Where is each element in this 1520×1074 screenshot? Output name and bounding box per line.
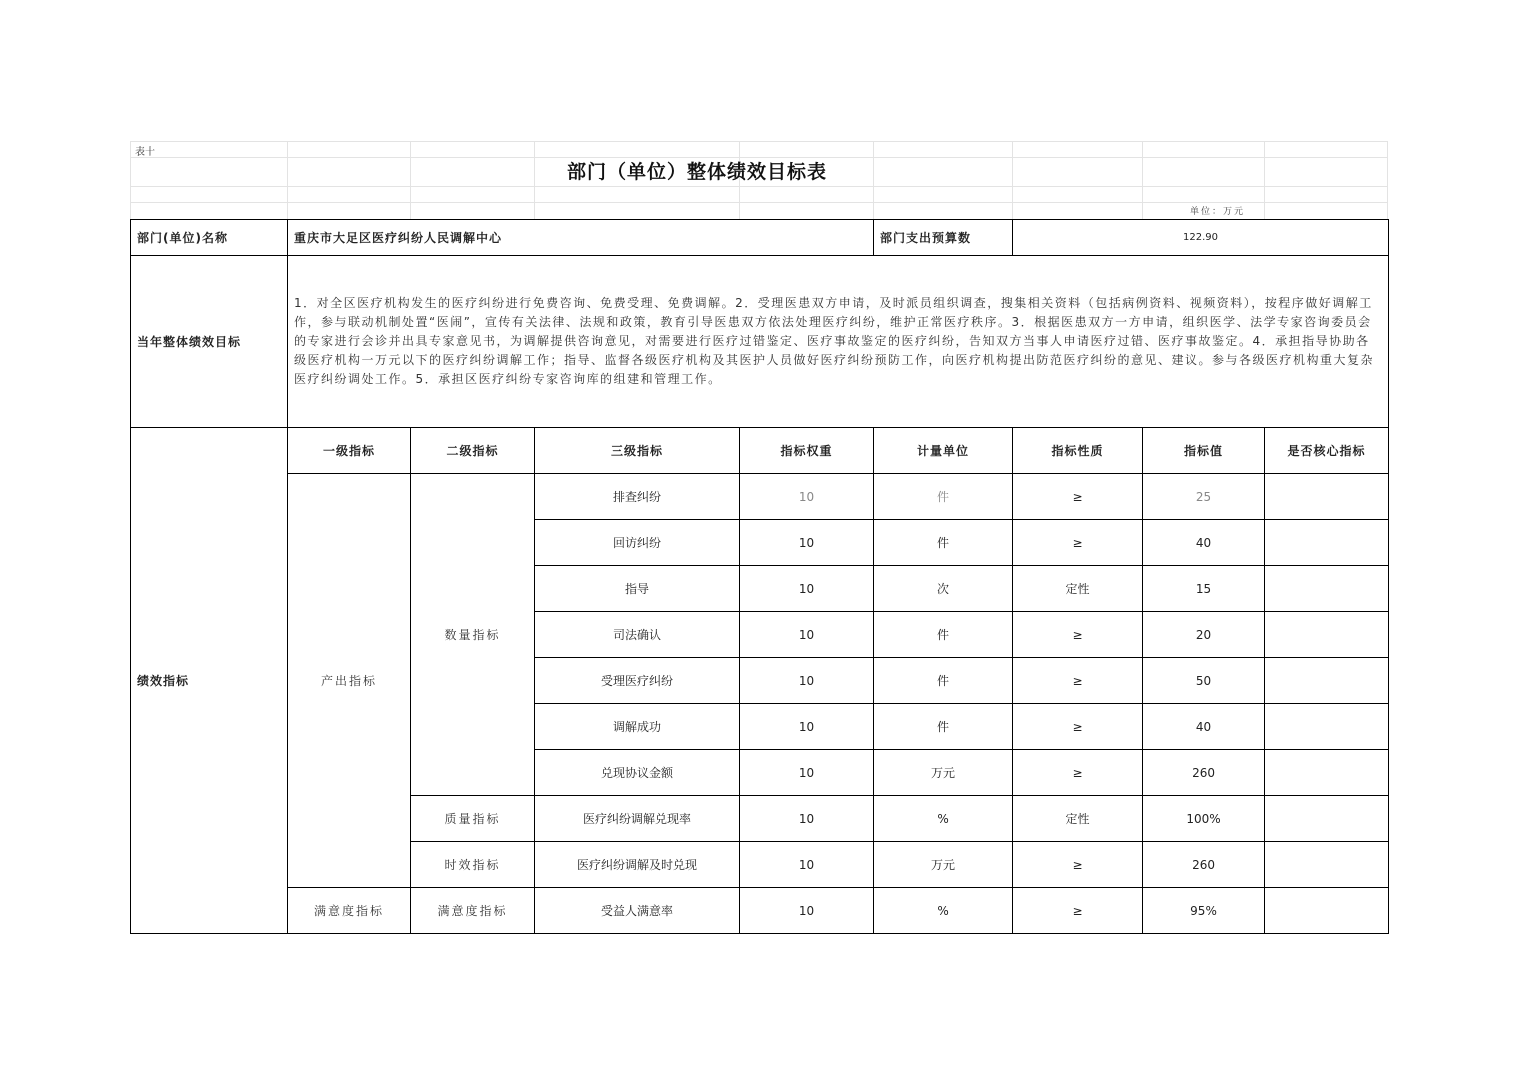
row-value: 260	[1143, 750, 1265, 796]
row-unit: 件	[874, 474, 1013, 520]
row-nature: ≥	[1013, 842, 1143, 888]
row-weight: 10	[740, 658, 874, 704]
row-core	[1265, 520, 1389, 566]
row-weight: 10	[740, 474, 874, 520]
dept-name-value: 重庆市大足区医疗纠纷人民调解中心	[288, 220, 874, 256]
row-weight: 10	[740, 750, 874, 796]
row-unit: 万元	[874, 842, 1013, 888]
row-name: 回访纠纷	[535, 520, 740, 566]
row-unit: %	[874, 796, 1013, 842]
row-value: 20	[1143, 612, 1265, 658]
header-value: 指标值	[1143, 428, 1265, 474]
row-value: 40	[1143, 520, 1265, 566]
row-value: 100%	[1143, 796, 1265, 842]
row-weight: 10	[740, 796, 874, 842]
row-name: 受益人满意率	[535, 888, 740, 934]
row-nature: 定性	[1013, 796, 1143, 842]
level2-timeliness: 时效指标	[411, 842, 535, 888]
row-unit: 万元	[874, 750, 1013, 796]
row-nature: ≥	[1013, 658, 1143, 704]
level1-satisfaction: 满意度指标	[288, 888, 411, 934]
info-row	[131, 220, 1389, 256]
row-core	[1265, 750, 1389, 796]
dept-name-label: 部门(单位)名称	[131, 220, 288, 256]
row-value: 40	[1143, 704, 1265, 750]
row-name: 排查纠纷	[535, 474, 740, 520]
row-value: 25	[1143, 474, 1265, 520]
row-nature: ≥	[1013, 474, 1143, 520]
table-row	[131, 474, 1389, 520]
row-unit: 件	[874, 520, 1013, 566]
row-name: 医疗纠纷调解兑现率	[535, 796, 740, 842]
header-level3: 三级指标	[535, 428, 740, 474]
goal-row	[131, 256, 1389, 428]
row-weight: 10	[740, 566, 874, 612]
row-value: 50	[1143, 658, 1265, 704]
row-core	[1265, 888, 1389, 934]
header-level2: 二级指标	[411, 428, 535, 474]
row-name: 司法确认	[535, 612, 740, 658]
sheet-header-area	[130, 141, 1388, 219]
row-name: 医疗纠纷调解及时兑现	[535, 842, 740, 888]
goal-label: 当年整体绩效目标	[131, 256, 288, 428]
header-core: 是否核心指标	[1265, 428, 1389, 474]
budget-label: 部门支出预算数	[874, 220, 1013, 256]
row-nature: ≥	[1013, 750, 1143, 796]
level2-satisfaction: 满意度指标	[411, 888, 535, 934]
performance-sheet	[130, 141, 1388, 918]
level1-output: 产出指标	[288, 474, 411, 888]
row-value: 95%	[1143, 888, 1265, 934]
perf-label: 绩效指标	[131, 428, 288, 934]
row-value: 260	[1143, 842, 1265, 888]
row-unit: 件	[874, 704, 1013, 750]
level2-quantity: 数量指标	[411, 474, 535, 796]
header-unit: 计量单位	[874, 428, 1013, 474]
level2-quality: 质量指标	[411, 796, 535, 842]
header-level1: 一级指标	[288, 428, 411, 474]
row-nature: 定性	[1013, 566, 1143, 612]
row-core	[1265, 612, 1389, 658]
row-nature: ≥	[1013, 612, 1143, 658]
row-core	[1265, 474, 1389, 520]
goal-text: 1．对全区医疗机构发生的医疗纠纷进行免费咨询、免费受理、免费调解。2．受理医患双方申请，及时派员组织调查，搜集相关资料（包括病例资料、视频资料），按程序做好调解工作，参与联动机制处置“医闹”，宣传有关法律、法规和政策，教育引导医患双方依法处理医疗纠纷，维护正常医疗秩序。3．根据医患双方一方申请，组织医学、法学专家咨询委员会的专家进行会诊并出具专家意见书，为调解提供咨询意见，对需要进行医疗过错鉴定、医疗事故鉴定的医疗纠纷，告知双方当事人申请医疗过错、医疗事故鉴定。4．承担指导协助各级医疗机构一万元以下的医疗纠纷调解工作；指导、监督各级医疗机构及其医护人员做好医疗纠纷预防工作，向医疗机构提出防范医疗纠纷的意见、建议。参与各级医疗机构重大复杂医疗纠纷调处工作。5．承担区医疗纠纷专家咨询库的组建和管理工作。	[288, 256, 1389, 428]
row-name: 兑现协议金额	[535, 750, 740, 796]
unit-note: 单位：万元	[1190, 207, 1246, 217]
row-unit: 件	[874, 612, 1013, 658]
row-weight: 10	[740, 842, 874, 888]
row-name: 受理医疗纠纷	[535, 658, 740, 704]
row-core	[1265, 842, 1389, 888]
row-unit: %	[874, 888, 1013, 934]
row-nature: ≥	[1013, 704, 1143, 750]
row-weight: 10	[740, 520, 874, 566]
performance-table	[130, 219, 1389, 934]
row-core	[1265, 658, 1389, 704]
row-weight: 10	[740, 612, 874, 658]
header-weight: 指标权重	[740, 428, 874, 474]
header-nature: 指标性质	[1013, 428, 1143, 474]
row-core	[1265, 704, 1389, 750]
row-nature: ≥	[1013, 520, 1143, 566]
indicator-header-row	[131, 428, 1389, 474]
budget-value: 122.90	[1013, 220, 1389, 256]
row-unit: 件	[874, 658, 1013, 704]
row-weight: 10	[740, 704, 874, 750]
row-name: 调解成功	[535, 704, 740, 750]
page-title: 部门（单位）整体绩效目标表	[566, 161, 827, 183]
row-core	[1265, 796, 1389, 842]
row-unit: 次	[874, 566, 1013, 612]
row-name: 指导	[535, 566, 740, 612]
row-value: 15	[1143, 566, 1265, 612]
row-weight: 10	[740, 888, 874, 934]
row-nature: ≥	[1013, 888, 1143, 934]
row-core	[1265, 566, 1389, 612]
table-row	[131, 888, 1389, 934]
table-number: 表十	[135, 147, 155, 158]
